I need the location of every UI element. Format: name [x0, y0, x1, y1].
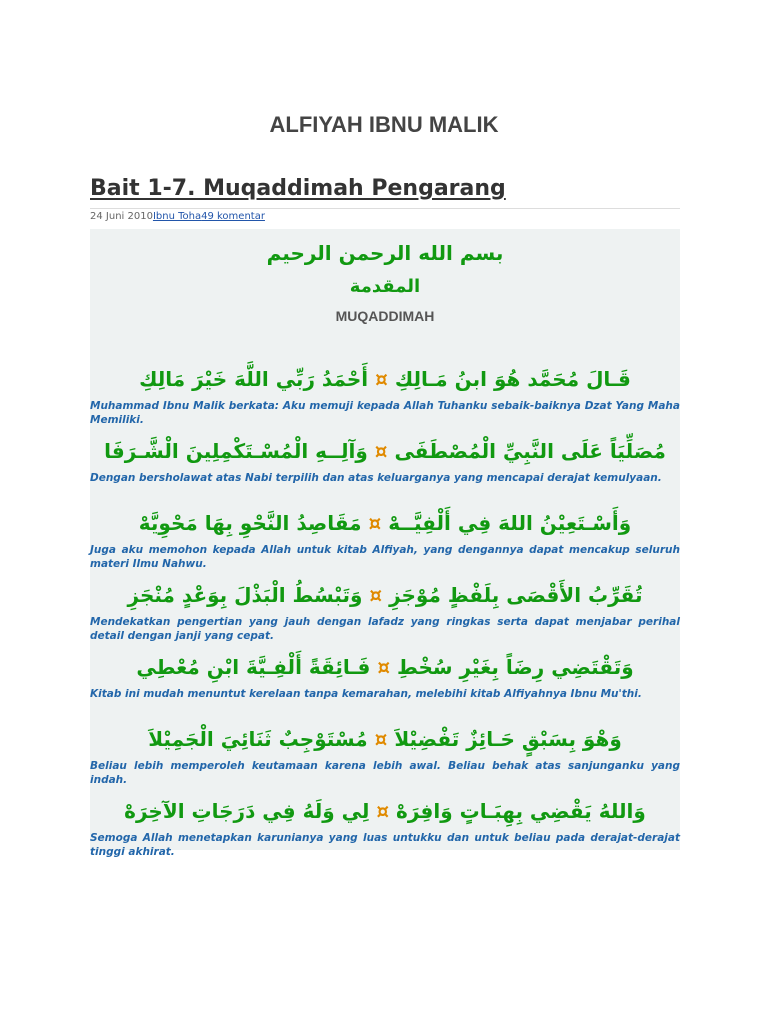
verse-arabic — [90, 575, 680, 615]
verse-7 — [90, 791, 680, 863]
page-title: ALFIYAH IBNU MALIK — [269, 112, 499, 137]
verse-first-half: تُقَرِّبُ الأَقْصَى بِلَفْظٍ مُوْجَزِ — [389, 583, 643, 607]
verse-separator-icon: ¤ — [376, 799, 390, 823]
post-meta — [90, 208, 680, 222]
verse-translation: Dengan bersholawat atas Nabi terpilih dan atas keluarganya yang mencapai derajat kemulyaan. — [90, 472, 662, 484]
verse-translation: Kitab ini mudah menuntut kerelaan tanpa kemarahan, melebihi kitab Alfiyahnya Ibnu Mu'thi. — [90, 688, 642, 700]
verse-separator-icon: ¤ — [375, 367, 388, 391]
verse-second-half: مَقَاصِدُ النَّحْوِ بِهَا مَحْوِيَّهْ — [138, 511, 362, 535]
verse-second-half: فَـائِقَةً أَلْفِـيَّةَ ابْنِ مُعْطِي — [136, 655, 371, 679]
verse-arabic — [90, 719, 680, 759]
verse-arabic — [90, 359, 680, 399]
verse-list — [90, 359, 680, 863]
verse-separator-icon: ¤ — [377, 655, 391, 679]
verse-first-half: وَاللهُ يَقْضِي بِهِبَـاتٍ وَافِرَهْ — [396, 799, 646, 823]
verse-second-half: لِي وَلَهُ فِي دَرَجَاتِ الآخِرَهْ — [124, 799, 370, 823]
verse-second-half: أَحْمَدُ رَبِّي اللَّهَ خَيْرَ مَالِكِ — [139, 367, 369, 391]
verse-first-half: وَأَسْـتَعِيْنُ اللهَ فِي أَلْفِيَّــهْ — [388, 511, 632, 535]
verse-arabic — [90, 791, 680, 831]
verse-translation: Mendekatkan pengertian yang jauh dengan lafadz yang ringkas serta dapat menjabar perihal detail dengan janji yang cepat. — [90, 616, 680, 642]
verse-2 — [90, 431, 680, 503]
verse-arabic — [90, 503, 680, 543]
verse-separator-icon: ¤ — [374, 727, 388, 751]
verse-translation: Juga aku memohon kepada Allah untuk kitab Alfiyah, yang dengannya dapat mencakup seluruh materi Ilmu Nahwu. — [90, 544, 680, 570]
verse-second-half: مُسْتَوْجِبٌ ثَنَائِيَ الْجَمِيْلاَ — [148, 727, 368, 751]
verse-5 — [90, 647, 680, 719]
verse-translation: Beliau lebih memperoleh keutamaan karena lebih awal. Beliau behak atas sanjunganku yang indah. — [90, 760, 680, 786]
basmala: بسم الله الرحمن الرحيم — [266, 241, 504, 265]
post-date: 24 Juni 2010 — [90, 211, 153, 222]
verse-4 — [90, 575, 680, 647]
verse-1 — [90, 359, 680, 431]
verse-first-half: قَـالَ مُحَمَّد هُوَ ابنُ مَـالِكِ — [394, 367, 631, 391]
verse-translation: Semoga Allah menetapkan karunianya yang luas untukku dan untuk beliau pada derajat-derajat tinggi akhirat. — [90, 832, 680, 858]
post-content — [90, 229, 680, 858]
section-title-latin: MUQADDIMAH — [335, 308, 435, 324]
verse-first-half: وَتَقْتَضِي رِضَاً بِغَيْرِ سُخْطِ — [397, 655, 634, 679]
comments-link[interactable]: 49 komentar — [201, 211, 265, 222]
verse-separator-icon: ¤ — [369, 583, 383, 607]
verse-3 — [90, 503, 680, 575]
verse-first-half: وَهْوَ بِسَبْقٍ حَـائِزٌ تَفْضِيْلاَ — [394, 727, 622, 751]
verse-arabic — [90, 647, 680, 687]
verse-second-half: وَآلِــهِ الْمُسْـتَكْمِلِينَ الْشَّـرَفَا — [104, 439, 368, 463]
author-link[interactable]: Ibnu Toha — [152, 211, 202, 222]
verse-6 — [90, 719, 680, 791]
section-title-arabic: المقدمة — [349, 276, 421, 297]
verse-translation: Muhammad Ibnu Malik berkata: Aku memuji kepada Allah Tuhanku sebaik-baiknya Dzat Yang Maha Memiliki. — [90, 400, 680, 426]
verse-arabic — [90, 431, 680, 471]
verse-first-half: مُصَلِّيَاً عَلَى النَّبِيِّ الْمُصْطَفَى — [394, 439, 666, 463]
verse-separator-icon: ¤ — [368, 511, 382, 535]
post-title[interactable]: Bait 1-7. Muqaddimah Pengarang — [90, 176, 506, 201]
verse-separator-icon: ¤ — [374, 439, 388, 463]
verse-second-half: وَتَبْسُطُ الْبَذْلَ بِوَعْدٍ مُنْجَزِ — [127, 583, 363, 607]
